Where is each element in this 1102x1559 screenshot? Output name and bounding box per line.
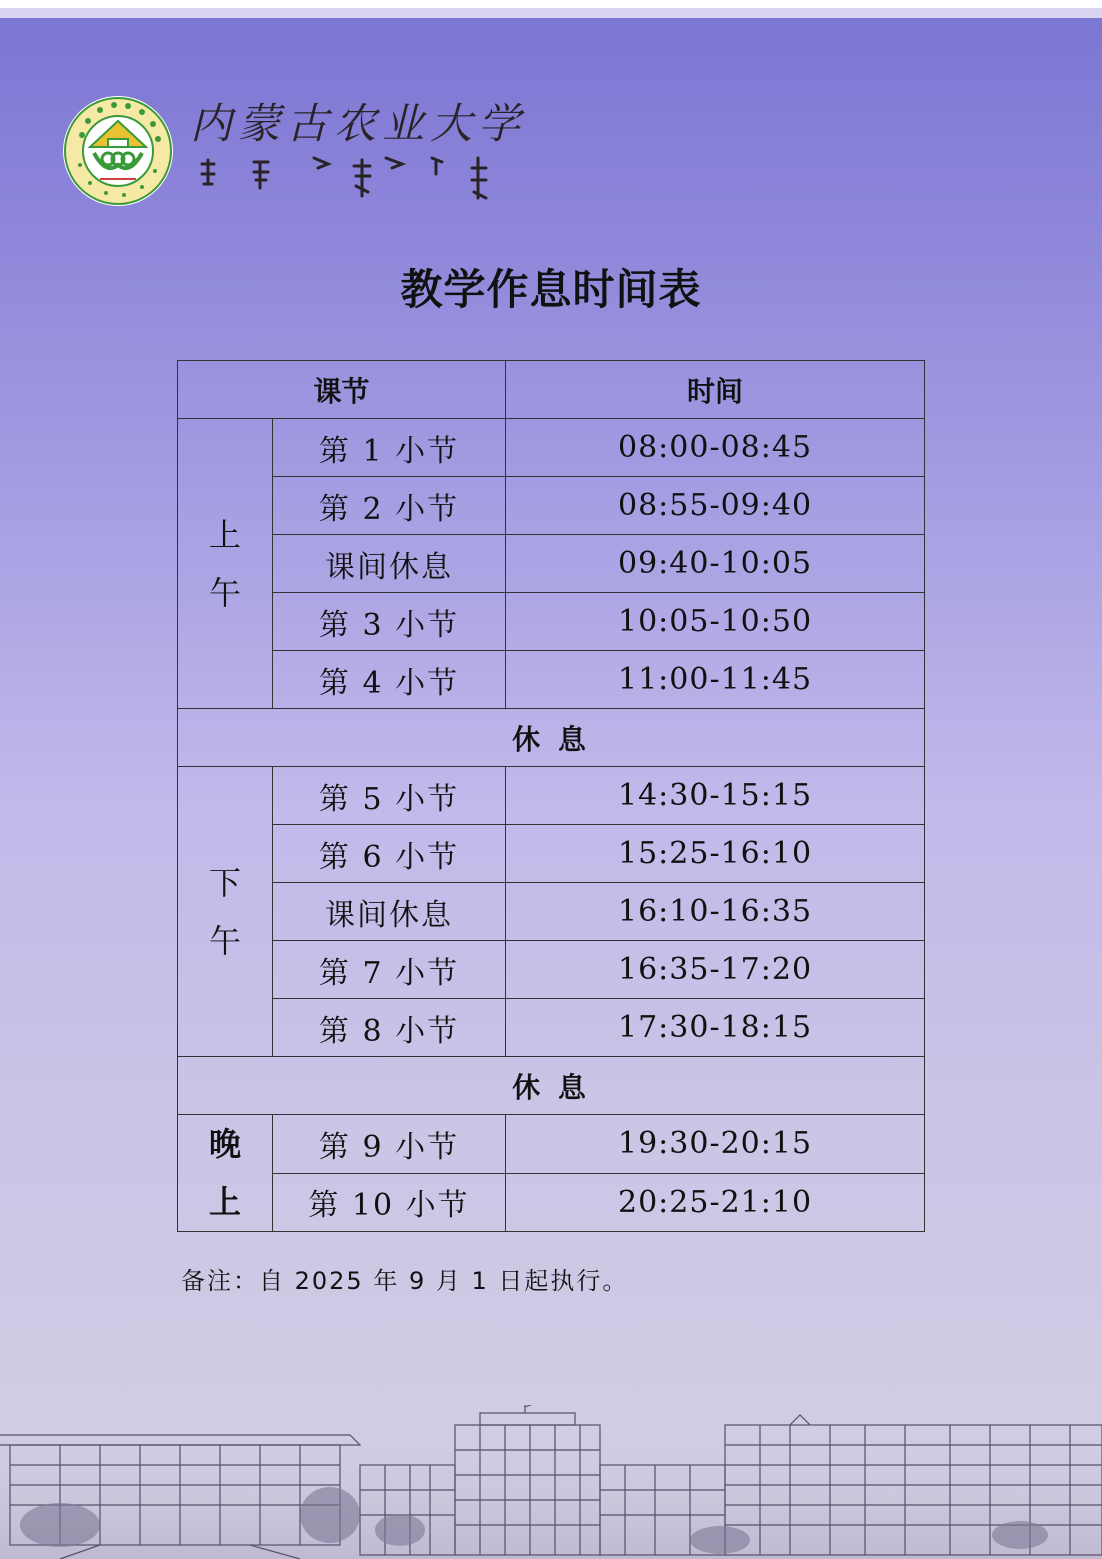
slot-cell: 第 6 小节 <box>273 825 506 883</box>
slot-cell: 第 4 小节 <box>273 651 506 709</box>
period-char: 下 <box>208 863 241 902</box>
table-row <box>178 535 925 593</box>
slot-cell: 第 3 小节 <box>273 593 506 651</box>
table-row <box>178 941 925 999</box>
table-row <box>178 1115 925 1174</box>
period-afternoon <box>178 767 273 1057</box>
header-time: 时间 <box>506 361 925 419</box>
slot-cell: 第 7 小节 <box>273 941 506 999</box>
schedule-table <box>177 360 925 1232</box>
table-row <box>178 419 925 477</box>
time-cell: 09:40-10:05 <box>506 535 925 593</box>
time-cell: 17:30-18:15 <box>506 999 925 1057</box>
rest-row <box>178 709 925 767</box>
table-row <box>178 651 925 709</box>
slot-cell: 第 5 小节 <box>273 767 506 825</box>
table-row <box>178 883 925 941</box>
header-slot: 课节 <box>178 361 506 419</box>
slot-cell: 第 2 小节 <box>273 477 506 535</box>
period-char: 午 <box>208 573 241 612</box>
table-row <box>178 593 925 651</box>
slot-cell: 第 8 小节 <box>273 999 506 1057</box>
time-cell: 14:30-15:15 <box>506 767 925 825</box>
rest-cell: 休 息 <box>178 1057 925 1115</box>
slot-cell: 课间休息 <box>273 535 506 593</box>
page-title: 教学作息时间表 <box>400 265 702 314</box>
rest-cell: 休 息 <box>178 709 925 767</box>
time-cell: 10:05-10:50 <box>506 593 925 651</box>
slot-cell: 第 9 小节 <box>273 1115 506 1174</box>
period-char: 午 <box>208 921 241 960</box>
slot-cell: 第 1 小节 <box>273 419 506 477</box>
campus-skyline-illustration <box>0 1405 1102 1559</box>
top-border-accent <box>0 8 1102 18</box>
period-morning <box>178 419 273 709</box>
time-cell: 08:00-08:45 <box>506 419 925 477</box>
university-name-chinese: 内蒙古农业大学 <box>190 99 527 148</box>
top-border-strip <box>0 0 1102 8</box>
time-cell: 11:00-11:45 <box>506 651 925 709</box>
period-evening <box>178 1115 273 1232</box>
period-char: 上 <box>208 515 241 554</box>
time-cell: 19:30-20:15 <box>506 1115 925 1174</box>
time-cell: 15:25-16:10 <box>506 825 925 883</box>
university-name-mongolian-script <box>196 152 496 202</box>
table-row <box>178 477 925 535</box>
table-row <box>178 825 925 883</box>
time-cell: 16:35-17:20 <box>506 941 925 999</box>
slot-cell: 课间休息 <box>273 883 506 941</box>
time-cell: 08:55-09:40 <box>506 477 925 535</box>
time-cell: 16:10-16:35 <box>506 883 925 941</box>
slot-cell: 第 10 小节 <box>273 1173 506 1232</box>
table-row <box>178 999 925 1057</box>
rest-row <box>178 1057 925 1115</box>
university-emblem-icon <box>62 95 174 207</box>
time-cell: 20:25-21:10 <box>506 1173 925 1232</box>
table-header-row <box>178 361 925 419</box>
footnote: 备注：自 2025 年 9 月 1 日起执行。 <box>181 1267 629 1295</box>
table-row <box>178 767 925 825</box>
period-char: 上 <box>208 1183 241 1221</box>
table-row <box>178 1173 925 1232</box>
period-char: 晚 <box>208 1125 241 1163</box>
